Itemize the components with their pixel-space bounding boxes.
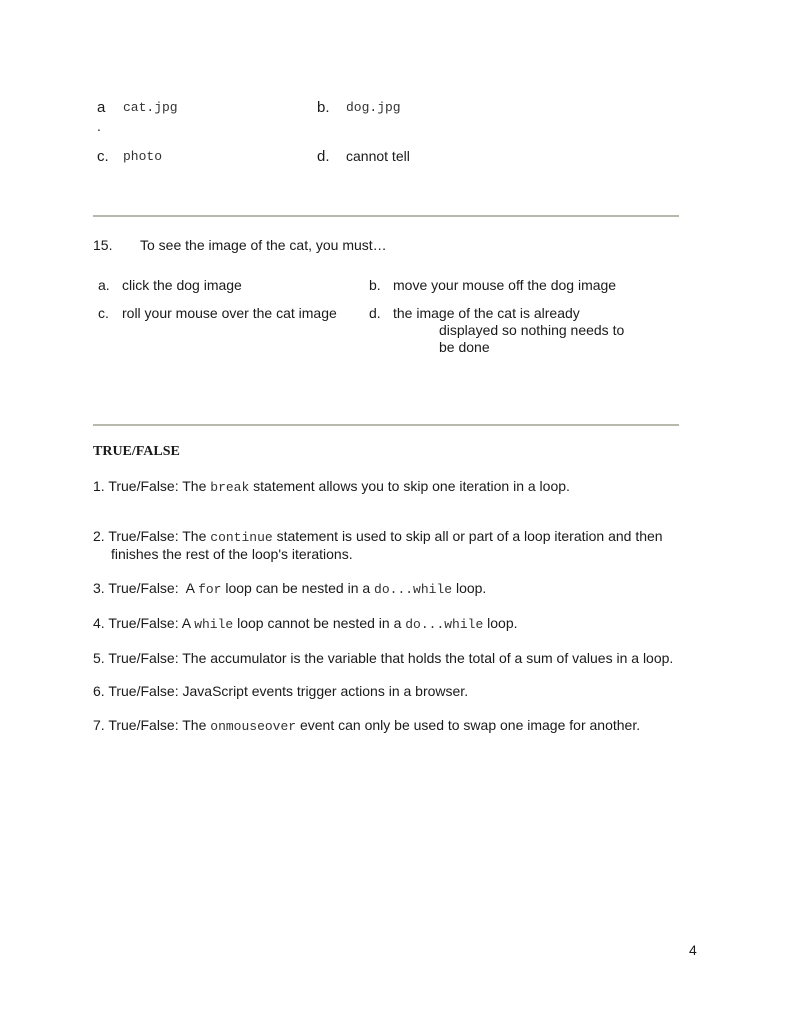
tf-item-2-line2: finishes the rest of the loop's iterations. (111, 546, 353, 562)
page-number: 4 (689, 942, 697, 958)
tf-number: 5. (93, 650, 105, 666)
tf-item-4 (93, 614, 703, 634)
tf-prefix: True/False: (108, 528, 179, 544)
tf-mid: loop can be nested in a (221, 580, 375, 596)
tf-pre: The (182, 478, 211, 494)
tf-prefix: True/False: (108, 683, 179, 699)
tf-prefix: True/False: (108, 615, 179, 631)
option-a-label: a (97, 99, 106, 116)
tf-code-2: do...while (374, 582, 453, 597)
tf-prefix: True/False: (108, 717, 179, 733)
q15-option-a-label: a. (98, 277, 110, 293)
tf-prefix: True/False: (108, 650, 179, 666)
q15-option-d-line3: be done (439, 339, 490, 355)
q15-option-d-line1: the image of the cat is already (393, 305, 580, 321)
tf-prefix: True/False: (108, 580, 179, 596)
tf-post: statement allows you to skip one iteration in a loop. (249, 478, 570, 494)
q15-option-d-line2: displayed so nothing needs to (439, 322, 625, 338)
tf-pre: A (182, 580, 199, 596)
tf-number: 7. (93, 717, 105, 733)
option-a-text: cat.jpg (123, 100, 178, 115)
tf-text: JavaScript events trigger actions in a browser. (182, 683, 469, 699)
q15-option-c-label: c. (98, 305, 109, 321)
tf-number: 3. (93, 580, 105, 596)
option-b-label: b. (317, 99, 330, 116)
tf-pre: The (182, 528, 211, 544)
q15-option-a-text: click the dog image (122, 277, 242, 293)
tf-item-7 (93, 716, 703, 736)
option-c-label: c. (97, 148, 109, 165)
tf-code: onmouseover (210, 719, 297, 734)
tf-number: 1. (93, 478, 105, 494)
tf-pre: A (181, 615, 195, 631)
tf-item-6 (93, 682, 703, 700)
tf-post: loop. (452, 580, 487, 596)
question-number: 15. (93, 237, 113, 253)
tf-number: 4. (93, 615, 105, 631)
tf-prefix: True/False: (108, 478, 179, 494)
tf-code: break (210, 480, 250, 495)
tf-item-1 (93, 477, 703, 497)
section-divider-1 (93, 215, 679, 217)
q15-option-b-label: b. (369, 277, 381, 293)
q15-option-d-label: d. (369, 305, 381, 321)
tf-code: continue (210, 530, 273, 545)
tf-pre: The (182, 717, 211, 733)
tf-number: 2. (93, 528, 105, 544)
tf-post: statement is used to skip all or part of a loop iteration and then (272, 528, 663, 544)
tf-text: The accumulator is the variable that holds the total of a sum of values in a loop. (182, 650, 674, 666)
section-divider-2 (93, 424, 679, 426)
q15-option-c-text: roll your mouse over the cat image (122, 305, 337, 321)
tf-mid: loop cannot be nested in a (233, 615, 406, 631)
option-b-text: dog.jpg (346, 100, 401, 115)
option-d-text: cannot tell (346, 148, 410, 164)
section-heading: TRUE/FALSE (93, 444, 180, 459)
tf-item-3 (93, 579, 703, 599)
option-d-label: d. (317, 148, 330, 165)
tf-post: loop. (483, 615, 518, 631)
question-prompt: To see the image of the cat, you must… (140, 237, 387, 253)
tf-code: for (198, 582, 222, 597)
tf-item-5 (93, 649, 703, 667)
tf-item-2 (93, 527, 703, 547)
tf-number: 6. (93, 683, 105, 699)
tf-code-2: do...while (405, 617, 484, 632)
q15-option-b-text: move your mouse off the dog image (393, 277, 617, 293)
tf-code: while (194, 617, 234, 632)
option-c-text: photo (123, 149, 163, 164)
option-a-dot: . (97, 118, 101, 134)
tf-post: event can only be used to swap one image for another. (296, 717, 641, 733)
